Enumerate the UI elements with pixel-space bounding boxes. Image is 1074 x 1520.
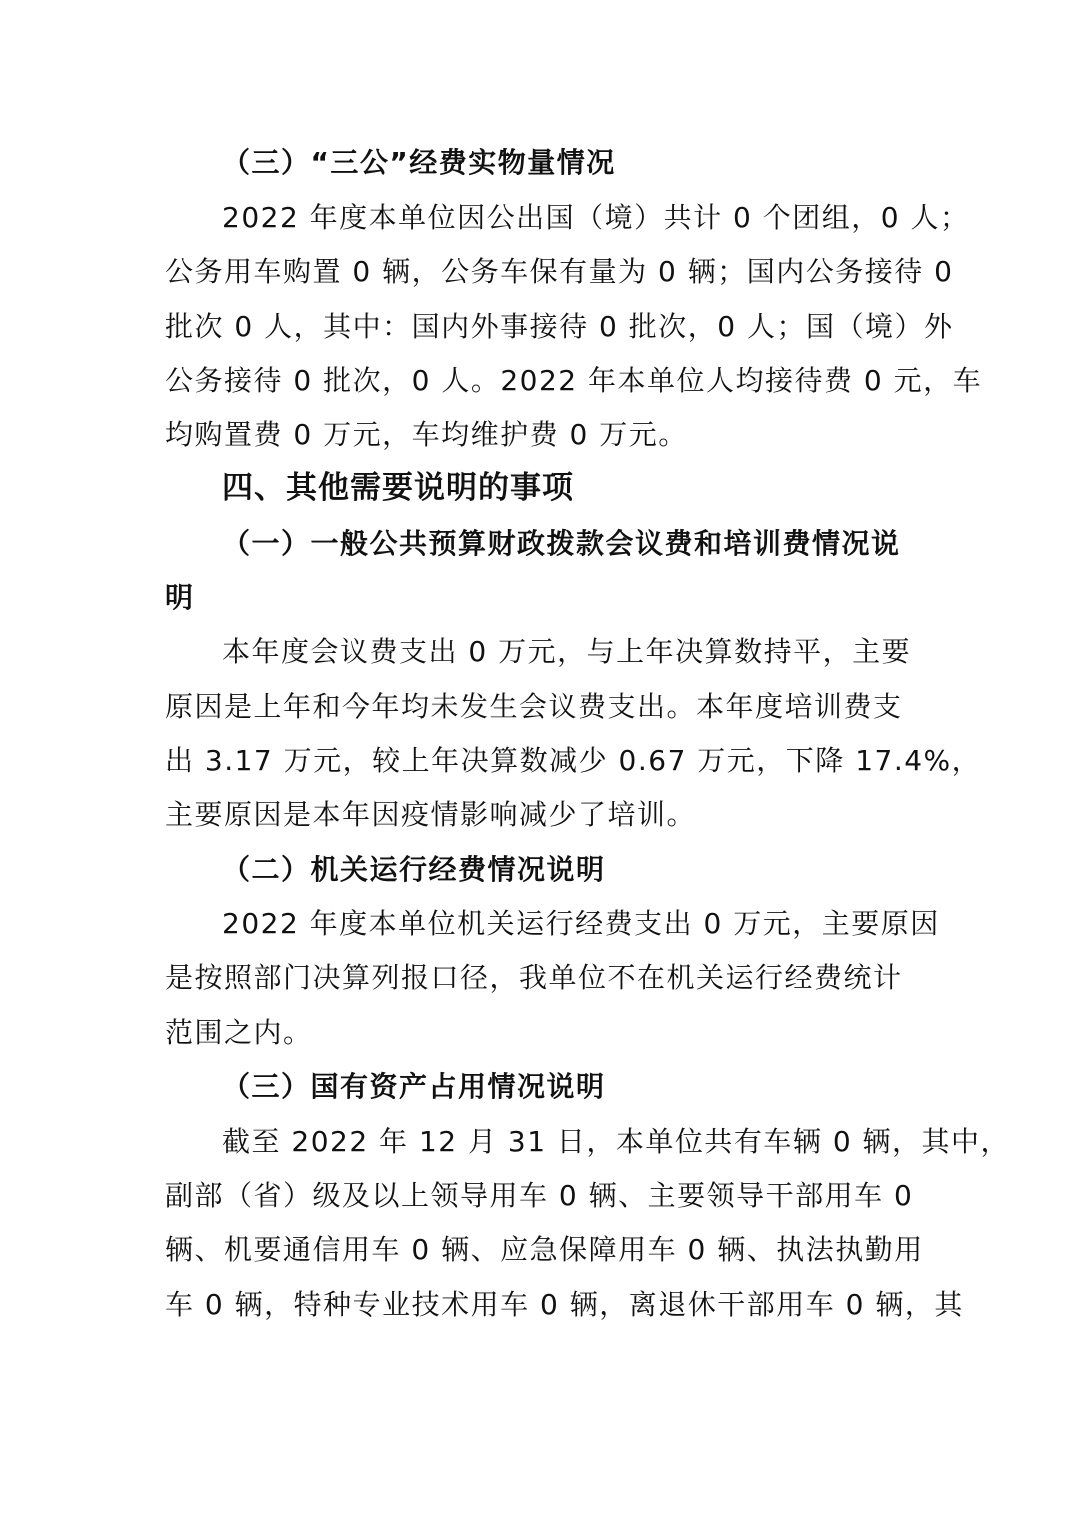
paragraph-line: 辆、机要通信用车 0 辆、应急保障用车 0 辆、执法执勤用 (165, 1233, 924, 1266)
paragraph-line: 批次 0 人，其中：国内外事接待 0 批次，0 人；国（境）外 (165, 310, 954, 343)
subheading-meeting-training-cont: 明 (165, 581, 195, 614)
subheading-sangong-quantity: （三）“三公”经费实物量情况 (222, 146, 616, 179)
paragraph-line: 公务接待 0 批次，0 人。2022 年本单位人均接待费 0 元，车 (165, 364, 983, 397)
subheading-state-assets: （三）国有资产占用情况说明 (222, 1070, 606, 1103)
paragraph-line: 原因是上年和今年均未发生会议费支出。本年度培训费支 (165, 690, 903, 723)
paragraph-line: 主要原因是本年因疫情影响减少了培训。 (165, 798, 697, 831)
paragraph-line: 2022 年度本单位机关运行经费支出 0 万元，主要原因 (222, 907, 940, 940)
paragraph-line: 截至 2022 年 12 月 31 日，本单位共有车辆 0 辆，其中， (222, 1125, 1011, 1158)
paragraph-line: 是按照部门决算列报口径，我单位不在机关运行经费统计 (165, 961, 903, 994)
section-heading-other-matters: 四、其他需要说明的事项 (222, 470, 574, 506)
paragraph-line: 2022 年度本单位因公出国（境）共计 0 个团组，0 人； (222, 201, 970, 234)
paragraph-line: 本年度会议费支出 0 万元，与上年决算数持平，主要 (222, 635, 912, 668)
paragraph-line: 均购置费 0 万元，车均维护费 0 万元。 (165, 418, 688, 451)
paragraph-line: 车 0 辆，特种专业技术用车 0 辆，离退休干部用车 0 辆，其 (165, 1288, 964, 1321)
paragraph-line: 公务用车购置 0 辆，公务车保有量为 0 辆；国内公务接待 0 (165, 255, 954, 288)
subheading-meeting-training: （一）一般公共预算财政拨款会议费和培训费情况说 (222, 527, 901, 560)
paragraph-line: 副部（省）级及以上领导用车 0 辆、主要领导干部用车 0 (165, 1179, 914, 1212)
subheading-operating-expenses: （二）机关运行经费情况说明 (222, 853, 606, 886)
paragraph-line: 出 3.17 万元，较上年决算数减少 0.67 万元，下降 17.4%， (165, 744, 982, 777)
paragraph-line: 范围之内。 (165, 1016, 313, 1049)
